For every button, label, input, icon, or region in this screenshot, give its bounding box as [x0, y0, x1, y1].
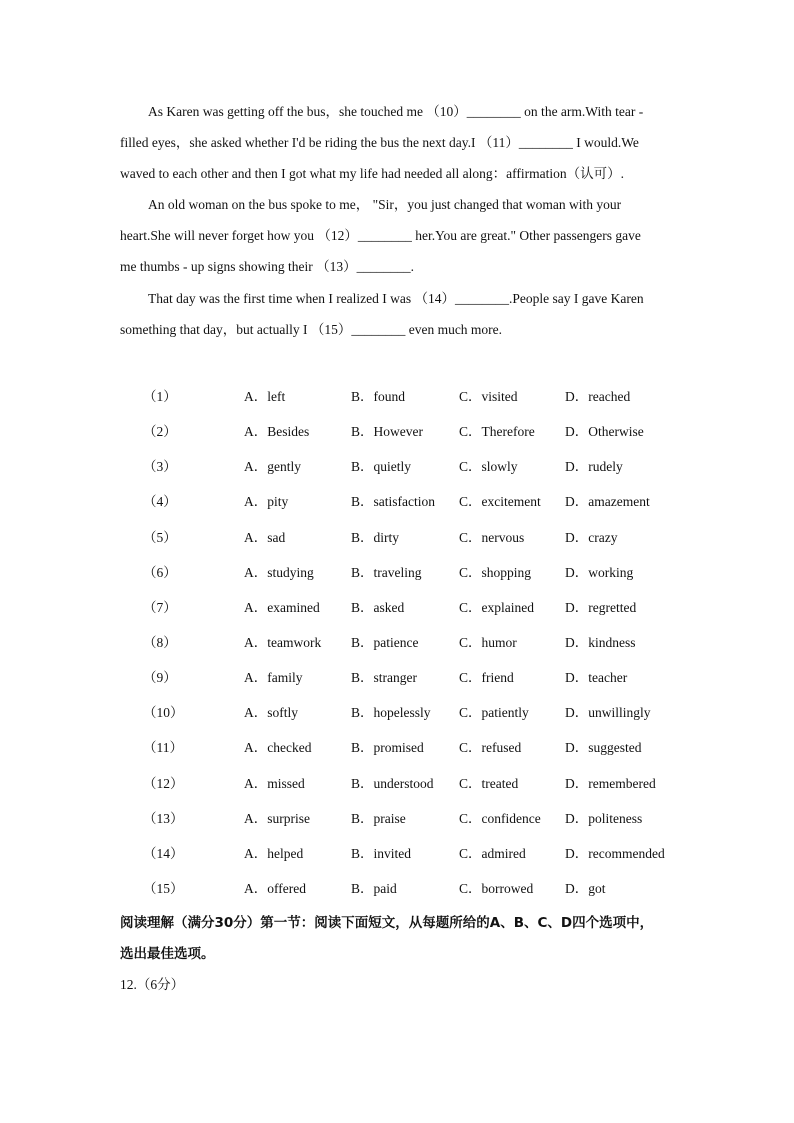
- option-row: [0, 766, 794, 801]
- option-d: D．regretted: [565, 599, 637, 615]
- option-a: A．pity: [244, 494, 289, 510]
- question-number: （6）: [143, 564, 177, 580]
- question-number: （14）: [143, 845, 184, 861]
- option-b: B．understood: [351, 775, 434, 791]
- question-number: （2）: [143, 424, 177, 440]
- option-d: D．recommended: [565, 845, 665, 861]
- passage-line: An old woman on the bus spoke to me， "Sir，you just changed that woman with your: [148, 197, 622, 212]
- passage-paragraph-1: [120, 96, 676, 189]
- section-heading: [120, 908, 680, 970]
- section-heading-line: 阅读理解（满分30分）第一节：阅读下面短文，从每题所给的A、B、C、D四个选项中，: [120, 915, 654, 931]
- option-a: A．gently: [244, 459, 301, 475]
- question-number: （15）: [143, 880, 184, 896]
- option-b: B．satisfaction: [351, 494, 435, 510]
- option-row: [0, 625, 794, 660]
- option-a: A．checked: [244, 740, 312, 756]
- option-row: [0, 520, 794, 555]
- passage-line: heart.She will never forget how you （12）________ her.You are great." Other passengers gave: [120, 228, 641, 243]
- option-row: [0, 660, 794, 695]
- passage-line: That day was the first time when I realized I was （14）________.People say I gave Karen: [148, 291, 644, 306]
- option-a: A．left: [244, 389, 286, 404]
- option-c: C．visited: [459, 389, 518, 404]
- option-row: [0, 555, 794, 590]
- option-a: A．family: [244, 670, 303, 686]
- option-d: D．crazy: [565, 529, 618, 545]
- option-row: [0, 379, 794, 414]
- option-a: A．sad: [244, 529, 286, 545]
- option-row: [0, 449, 794, 484]
- option-b: B．stranger: [351, 670, 417, 686]
- option-d: D．got: [565, 880, 606, 896]
- option-d: D．unwillingly: [565, 705, 651, 721]
- option-a: A．Besides: [244, 424, 310, 440]
- option-d: D．remembered: [565, 775, 656, 791]
- question-number: （1）: [143, 389, 177, 404]
- option-a: A．helped: [244, 845, 304, 861]
- option-c: C．confidence: [459, 810, 541, 826]
- option-c: C．shopping: [459, 564, 532, 580]
- passage-line: waved to each other and then I got what my life had needed all along：affirmation（认可）.: [120, 166, 624, 181]
- option-row: [0, 484, 794, 519]
- option-c: C．excitement: [459, 494, 541, 510]
- question-number: （9）: [143, 670, 177, 686]
- option-d: D．working: [565, 564, 634, 580]
- option-c: C．humor: [459, 634, 517, 650]
- option-a: A．offered: [244, 880, 306, 896]
- passage-line: As Karen was getting off the bus，she touched me （10）________ on the arm.With tear -: [148, 104, 644, 119]
- option-b: B．However: [351, 424, 423, 440]
- option-b: B．asked: [351, 599, 405, 615]
- option-d: D．reached: [565, 389, 631, 404]
- option-c: C．treated: [459, 775, 519, 791]
- option-row: [0, 836, 794, 871]
- option-b: B．patience: [351, 634, 419, 650]
- option-row: [0, 414, 794, 449]
- option-c: C．refused: [459, 740, 522, 756]
- question-number: （13）: [143, 810, 184, 826]
- question-number: （4）: [143, 494, 177, 510]
- option-b: B．invited: [351, 845, 411, 861]
- option-c: C．borrowed: [459, 880, 534, 896]
- option-a: A．examined: [244, 599, 320, 615]
- option-row: [0, 590, 794, 625]
- option-d: D．amazement: [565, 494, 650, 510]
- option-a: A．softly: [244, 705, 298, 721]
- option-c: C．patiently: [459, 705, 529, 721]
- option-c: C．explained: [459, 599, 534, 615]
- question-number: （10）: [143, 705, 184, 721]
- option-a: A．studying: [244, 564, 314, 580]
- option-a: A．missed: [244, 775, 305, 791]
- question-number: （12）: [143, 775, 184, 791]
- option-b: B．dirty: [351, 529, 400, 545]
- option-d: D．politeness: [565, 810, 643, 826]
- option-c: C．Therefore: [459, 424, 535, 440]
- passage-paragraph-3: [120, 283, 676, 345]
- option-b: B．promised: [351, 740, 424, 756]
- option-row: [0, 695, 794, 730]
- question-label: 12.（6分）: [120, 977, 185, 992]
- question-number: （11）: [143, 740, 183, 756]
- passage-line: something that day，but actually I （15）________ even much more.: [120, 322, 503, 337]
- option-row: [0, 801, 794, 836]
- passage-paragraph-2: [120, 189, 676, 282]
- option-b: B．paid: [351, 880, 397, 896]
- option-d: D．kindness: [565, 634, 636, 650]
- option-row: [0, 730, 794, 765]
- option-b: B．traveling: [351, 564, 422, 580]
- option-a: A．teamwork: [244, 634, 322, 650]
- option-b: B．hopelessly: [351, 705, 431, 721]
- option-b: B．praise: [351, 810, 406, 826]
- option-d: D．teacher: [565, 670, 628, 686]
- question-number: （8）: [143, 634, 177, 650]
- option-a: A．surprise: [244, 810, 310, 826]
- question-number: （7）: [143, 599, 177, 615]
- option-c: C．slowly: [459, 459, 518, 475]
- passage-line: filled eyes，she asked whether I'd be riding the bus the next day.I （11）________ I would.We: [120, 135, 639, 150]
- question-number: （5）: [143, 529, 177, 545]
- passage-line: me thumbs - up signs showing their （13）________.: [120, 259, 414, 274]
- options-table: [0, 379, 794, 906]
- option-row: [0, 871, 794, 906]
- option-b: B．quietly: [351, 459, 411, 475]
- option-d: D．suggested: [565, 740, 642, 756]
- option-d: D．Otherwise: [565, 424, 644, 440]
- option-c: C．admired: [459, 845, 526, 861]
- option-c: C．friend: [459, 670, 514, 686]
- option-b: B．found: [351, 389, 405, 404]
- option-d: D．rudely: [565, 459, 623, 475]
- option-c: C．nervous: [459, 529, 525, 545]
- section-heading-line: 选出最佳选项。: [120, 946, 215, 962]
- question-number: （3）: [143, 459, 177, 475]
